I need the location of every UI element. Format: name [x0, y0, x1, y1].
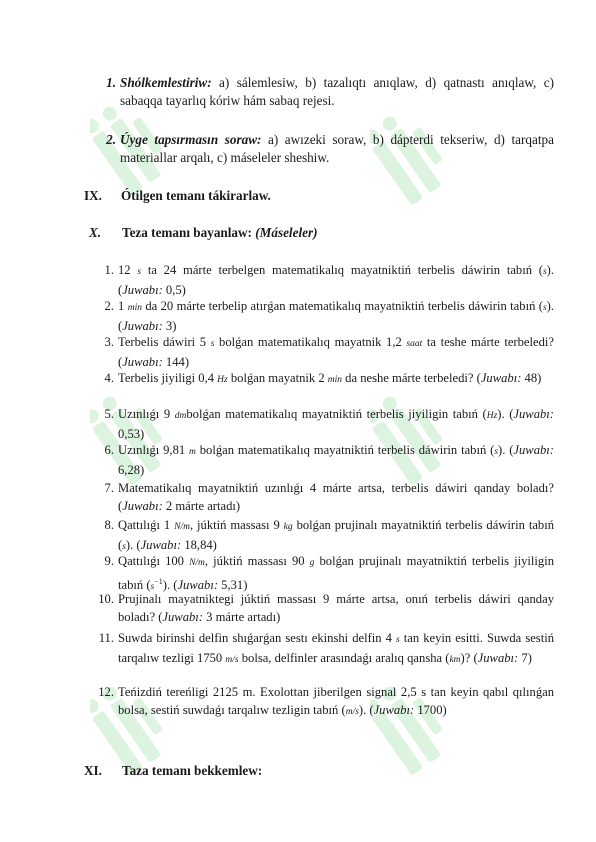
- answer-value: 48): [521, 371, 542, 385]
- list-item-homework: [100, 131, 554, 166]
- task-text-part: bolǵan matematikalıq mayatniktiń terbelis jiyiligin tabıń (: [186, 407, 487, 421]
- task-number: 6.: [104, 443, 114, 457]
- answer-value: 2 márte artadı): [162, 498, 241, 513]
- task-number: 4.: [104, 371, 114, 385]
- unit-symbol: N/m: [189, 558, 205, 568]
- item-heading: Shólkemlestiriw:: [120, 75, 212, 90]
- answer-label: Juwabı:: [177, 577, 219, 592]
- task-text-part: bolǵan matematikalıq mayatnik 1,2: [214, 335, 407, 349]
- task-text-part: Qattılıǵı 100: [118, 554, 190, 568]
- item-text: a) sálemlesiw, b) tazalıqtı anıqlaw, d) qatnastı anıqlaw, c) sabaqqa tayarlıq kóriw hám sabaq rejesi.: [120, 75, 554, 108]
- task-text-part: ta 24 márte terbelgen matematikalıq mayatniktiń terbelis dáwirin tabıń (: [141, 263, 543, 277]
- unit-symbol: N/m: [174, 522, 190, 532]
- task-text-part: bolsa, delfinler arasındaǵı aralıq qansha (: [238, 650, 450, 665]
- task-text-part: )? (: [460, 650, 478, 665]
- answer-value: 7): [518, 650, 532, 665]
- unit-symbol: s: [210, 339, 215, 349]
- unit-symbol: s: [396, 635, 400, 645]
- unit-symbol: m/s: [345, 706, 359, 717]
- unit-symbol: s: [150, 581, 155, 592]
- unit-symbol: s: [494, 447, 499, 457]
- task-text-part: bolǵan prujinalı mayatniktiń terbelis jiyiligin tabıń (: [118, 554, 554, 592]
- task-number: 12.: [98, 685, 114, 699]
- task-text-part: Uzınlıǵı 9: [118, 407, 175, 421]
- unit-symbol: s: [137, 267, 142, 277]
- unit-symbol: s: [542, 303, 547, 313]
- answer-value: 0,53): [118, 426, 145, 441]
- unit-symbol: s: [122, 541, 126, 552]
- section-ix-number: IX.: [84, 188, 102, 203]
- unit-symbol: kg: [283, 522, 293, 532]
- task-text-part: , júktiń massası 90: [204, 554, 310, 568]
- answer-label: Juwabı:: [513, 443, 554, 457]
- unit-symbol: min: [327, 375, 343, 385]
- task-text: [118, 370, 554, 390]
- task-text-part: bolǵan matematikalıq mayatniktiń terbelis dáwirin tabıń (: [195, 443, 495, 457]
- item-number: 1.: [106, 75, 116, 90]
- task-number: 8.: [104, 518, 114, 532]
- unit-symbol: g: [309, 558, 315, 568]
- answer-label: Juwabı:: [122, 498, 163, 513]
- section-x-title: Teza temanı bayanlaw:: [122, 225, 252, 240]
- task-text-part: ). (: [162, 577, 178, 592]
- task-text: [118, 298, 554, 336]
- answer-label: Juwabı:: [140, 537, 182, 552]
- unit-symbol: m: [189, 447, 196, 457]
- answer-value: 144): [162, 354, 190, 369]
- answer-value: 6,28): [118, 462, 145, 477]
- answer-label: Juwabı:: [477, 650, 519, 665]
- answer-value: 1700): [414, 702, 447, 717]
- task-text-part: bolǵan prujinalı mayatniktiń terbelis dáwirin tabıń (: [118, 518, 554, 552]
- task-text-part: ). (: [358, 702, 374, 717]
- task-text-part: Uzınlıǵı 9,81: [118, 443, 190, 457]
- task-number: 5.: [104, 407, 114, 421]
- answer-value: 3 márte artadı): [203, 609, 281, 624]
- task-text: [118, 684, 554, 722]
- task-text: [118, 406, 554, 444]
- section-xi-number: XI.: [84, 763, 102, 778]
- task-text-part: Matematikalıq mayatniktiń uzınlıǵı 4 márte artsa, terbelis dáwiri qanday boladı? (: [118, 481, 554, 513]
- task-text-part: ). (: [118, 263, 554, 297]
- unit-symbol: s: [542, 267, 547, 277]
- answer-label: Juwabı:: [162, 609, 203, 624]
- task-text-part: bolǵan mayatnik 2: [227, 371, 328, 385]
- task-text-part: tan keyin esitti. Suwda sestiń tarqalıw tezligi 1750: [118, 631, 555, 665]
- task-text-part: , júktiń massası 9: [189, 518, 284, 532]
- task-text: [118, 262, 554, 300]
- unit-symbol: saat: [406, 339, 423, 349]
- section-x-number: X.: [89, 225, 102, 240]
- answer-label: Juwabı:: [122, 354, 163, 369]
- task-text-part: Suwda birinshi delfin shıǵarǵan sestı ekinshi delfin 4: [118, 631, 397, 645]
- task-text: [118, 442, 554, 480]
- task-text-part: Prujinalı mayatniktegi júktiń massası 9 márte artsa, onıń terbelis dáwiri qanday boladı? (: [118, 592, 554, 624]
- answer-label: Juwabı:: [122, 318, 163, 333]
- section-x-subtitle: (Máseleler): [255, 225, 318, 240]
- unit-exponent: −1: [154, 576, 163, 586]
- item-heading: Úyge tapsırmasın soraw:: [120, 132, 262, 147]
- task-text: [118, 334, 554, 372]
- answer-value: 0,5): [162, 282, 186, 297]
- task-number: 9.: [104, 554, 114, 568]
- task-text-part: ). (: [118, 299, 554, 333]
- unit-symbol: min: [127, 303, 142, 313]
- item-number: 2.: [106, 132, 116, 147]
- list-item-organization: [100, 74, 554, 109]
- task-text-part: Terbelis dáwiri 5: [118, 335, 211, 349]
- answer-value: 18,84): [181, 537, 217, 552]
- unit-symbol: m/s: [225, 654, 239, 665]
- task-number: 3.: [104, 335, 114, 349]
- task-number: 11.: [98, 631, 114, 645]
- task-text-part: ta teshe márte terbeledi? (: [118, 335, 554, 369]
- section-x-heading: [122, 224, 318, 242]
- section-xi-title: Taza temanı bekkemlew:: [122, 763, 263, 778]
- unit-symbol: Hz: [217, 375, 228, 385]
- section-ix-title: Ótilgen temanı tákirarlaw.: [121, 188, 271, 203]
- task-number: 2.: [104, 299, 114, 313]
- answer-label: Juwabı:: [373, 702, 415, 717]
- task-text-part: ). (: [498, 443, 514, 457]
- answer-label: Juwabı:: [122, 282, 163, 297]
- task-text: [118, 591, 554, 627]
- task-text-part: Terbelis jiyiligi 0,4: [118, 371, 218, 385]
- task-text: [118, 480, 554, 516]
- unit-symbol: Hz: [486, 411, 498, 421]
- task-text-part: Qattılıǵı 1: [118, 518, 175, 532]
- unit-symbol: km: [449, 654, 461, 665]
- task-text: [118, 517, 554, 557]
- task-text-part: 1: [118, 299, 128, 313]
- answer-label: Juwabı:: [513, 407, 554, 421]
- task-text-part: ). (: [497, 407, 514, 421]
- task-text-part: 12: [118, 263, 138, 277]
- task-text-part: Teńizdiń tereńligi 2125 m. Exolottan jiberilgen signal 2,5 s tan keyin qabıl qılınǵan bolsa, sestiń suwdaǵı tarqalıw tezligin tabıń (: [118, 685, 554, 717]
- answer-label: Juwabı:: [480, 371, 522, 385]
- task-text-part: da 20 márte terbelip atırǵan matematikalıq mayatniktiń terbelis dáwirin tabıń (: [141, 299, 543, 313]
- answer-value: 3): [162, 318, 177, 333]
- item-text: a) awızeki soraw, b) dápterdi tekseriw, d) tarqatpa materiallar arqalı, c) máseleler sheshiw.: [120, 132, 554, 165]
- task-number: 7.: [104, 481, 114, 495]
- task-text-part: ). (: [125, 537, 141, 552]
- answer-value: 5,31): [218, 577, 248, 592]
- task-number: 1.: [104, 263, 114, 277]
- task-number: 10.: [98, 592, 114, 606]
- task-text: [118, 630, 554, 670]
- task-text-part: da neshe márte terbeledi? (: [342, 371, 481, 385]
- unit-symbol: dm: [174, 411, 187, 421]
